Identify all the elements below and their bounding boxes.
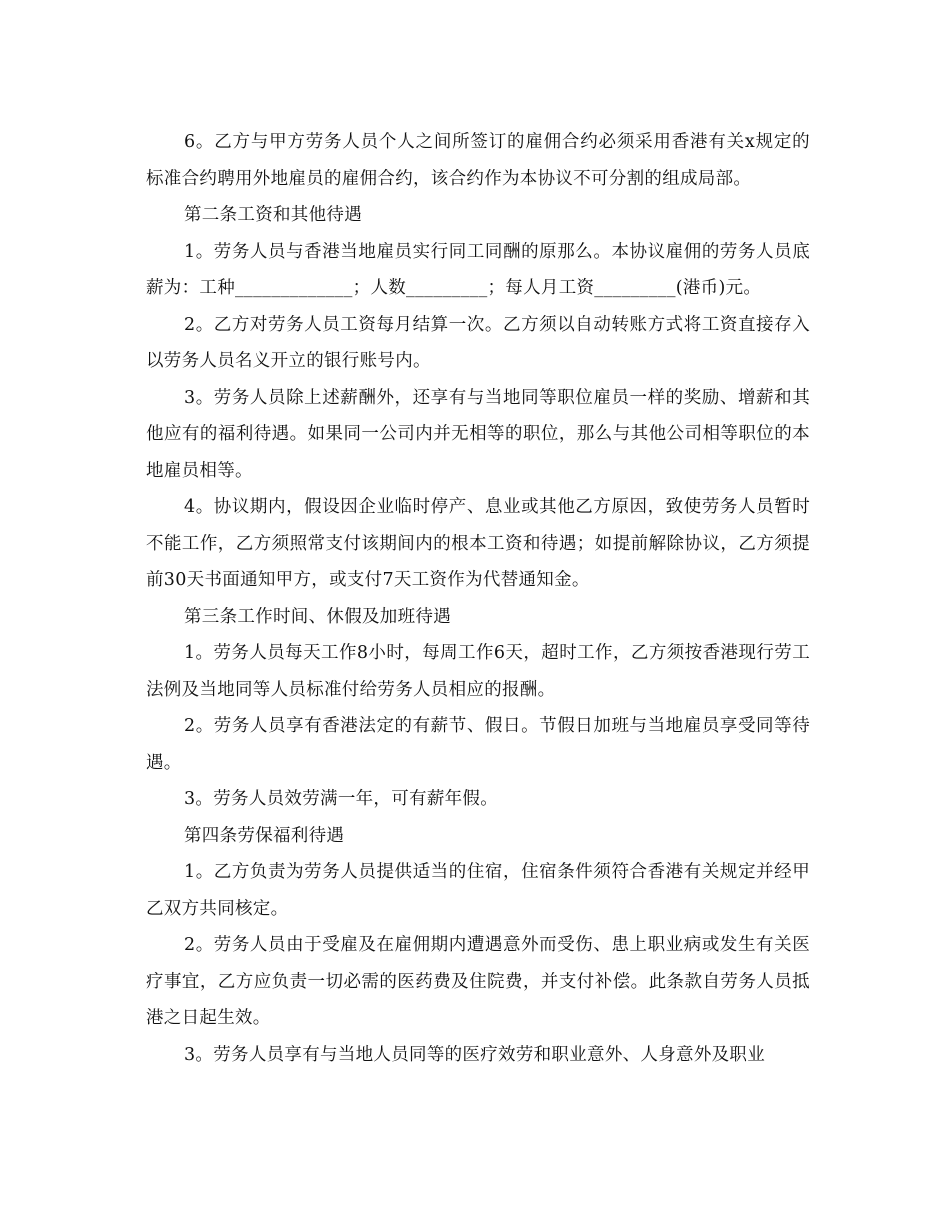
- clause-paragraph: 1。劳务人员与香港当地雇员实行同工同酬的原那么。本协议雇佣的劳务人员底薪为：工种_____________；人数_________；每人月工资_________(港币)元。: [146, 241, 810, 298]
- clause-paragraph: 1。乙方负责为劳务人员提供适当的住宿，住宿条件须符合香港有关规定并经甲乙双方共同核定。: [146, 862, 810, 919]
- section-heading: 第三条工作时间、休假及加班待遇: [184, 606, 451, 627]
- clause-paragraph: 3。劳务人员效劳满一年，可有薪年假。: [184, 789, 499, 809]
- clause-paragraph: 4。协议期内，假设因企业临时停产、息业或其他乙方原因，致使劳务人员暂时不能工作，乙方须照常支付该期间内的根本工资和待遇；如提前解除协议，乙方须提前30天书面通知甲方，或支付7天工资作为代替通知金。: [146, 497, 810, 590]
- clause-paragraph: 2。乙方对劳务人员工资每月结算一次。乙方须以自动转账方式将工资直接存入以劳务人员名义开立的银行账号内。: [146, 314, 810, 371]
- clause-paragraph: 1。劳务人员每天工作8小时，每周工作6天，超时工作，乙方须按香港现行劳工法例及当地同等人员标准付给劳务人员相应的报酬。: [146, 643, 810, 700]
- clause-paragraph: 3。劳务人员享有与当地人员同等的医疗效劳和职业意外、人身意外及职业: [184, 1044, 766, 1065]
- clause-paragraph: 6。乙方与甲方劳务人员个人之间所签订的雇佣合约必须采用香港有关x规定的标准合约聘用外地雇员的雇佣合约，该合约作为本协议不可分割的组成局部。: [146, 132, 810, 189]
- document-body: [146, 124, 810, 1073]
- clause-paragraph: 2。劳务人员享有香港法定的有薪节、假日。节假日加班与当地雇员享受同等待遇。: [146, 716, 810, 773]
- clause-paragraph: 3。劳务人员除上述薪酬外，还享有与当地同等职位雇员一样的奖励、增薪和其他应有的福利待遇。如果同一公司内并无相等的职位，那么与其他公司相等职位的本地雇员相等。: [146, 387, 810, 481]
- clause-paragraph: 2。劳务人员由于受雇及在雇佣期内遭遇意外而受伤、患上职业病或发生有关医疗事宜，乙方应负责一切必需的医药费及住院费，并支付补偿。此条款自劳务人员抵港之日起生效。: [146, 935, 810, 1028]
- section-heading: 第二条工资和其他待遇: [184, 205, 362, 225]
- section-heading: 第四条劳保福利待遇: [184, 825, 345, 846]
